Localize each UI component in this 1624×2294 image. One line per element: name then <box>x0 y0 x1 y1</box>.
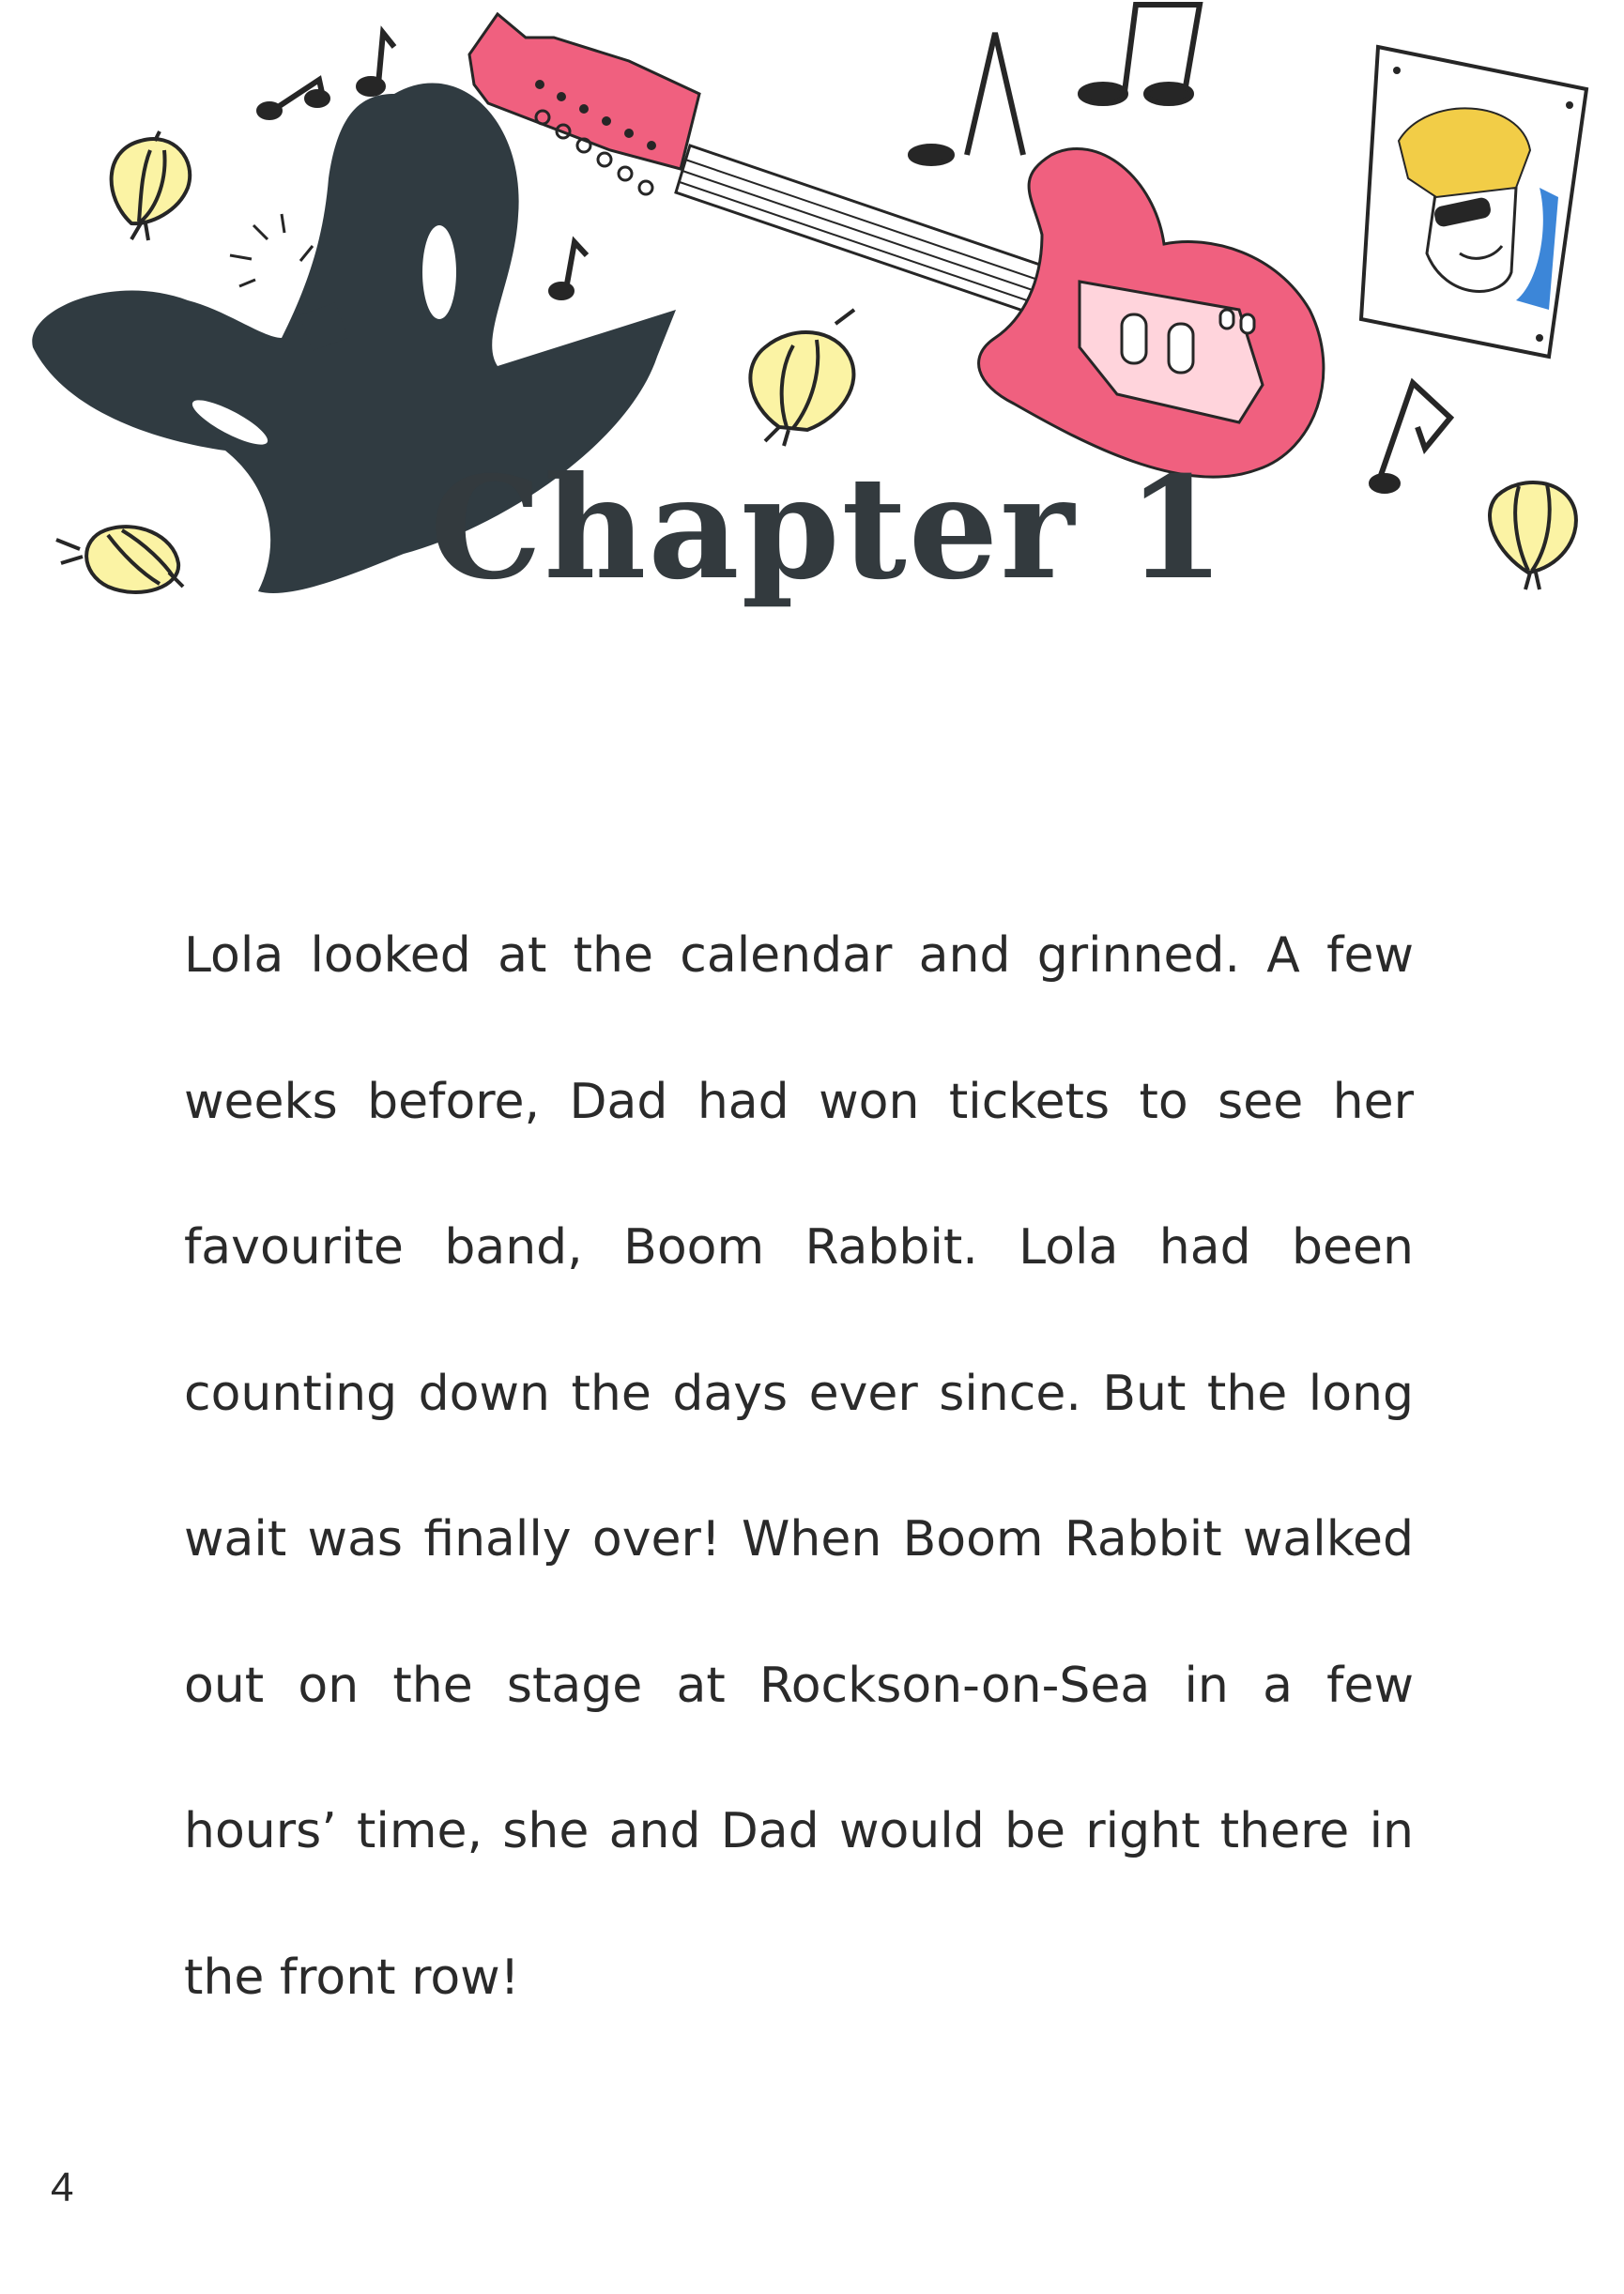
band-poster-icon <box>1361 47 1586 357</box>
body-line: hours’ time, she and Dad would be right there in <box>184 1803 1414 1859</box>
body-line: weeks before, Dad had won tickets to see her <box>184 1073 1414 1130</box>
music-note-icon <box>1371 383 1450 491</box>
music-note-icon <box>359 33 394 94</box>
music-note-icon <box>911 33 1023 163</box>
onion-icon <box>112 131 191 240</box>
chapter-body-text <box>184 909 1414 2076</box>
music-note-icon <box>551 242 587 298</box>
body-line: favourite band, Boom Rabbit. Lola had been <box>184 1219 1414 1276</box>
body-line: wait was finally over! When Boom Rabbit walked <box>184 1511 1414 1568</box>
music-note-icon <box>259 80 328 117</box>
onion-icon <box>750 310 854 446</box>
chapter-title: Chapter 1 <box>430 446 1227 611</box>
body-line: the front row! <box>184 1949 520 2006</box>
body-line: Lola looked at the calendar and grinned. A few <box>184 927 1414 984</box>
body-line: out on the stage at Rockson-on-Sea in a few <box>184 1657 1414 1714</box>
onion-icon <box>56 527 183 592</box>
spark-lines <box>230 214 313 286</box>
music-note-icon <box>1080 5 1200 103</box>
onion-icon <box>1490 482 1576 589</box>
body-line: counting down the days ever since. But the long <box>184 1365 1414 1422</box>
page-number: 4 <box>51 2164 74 2210</box>
